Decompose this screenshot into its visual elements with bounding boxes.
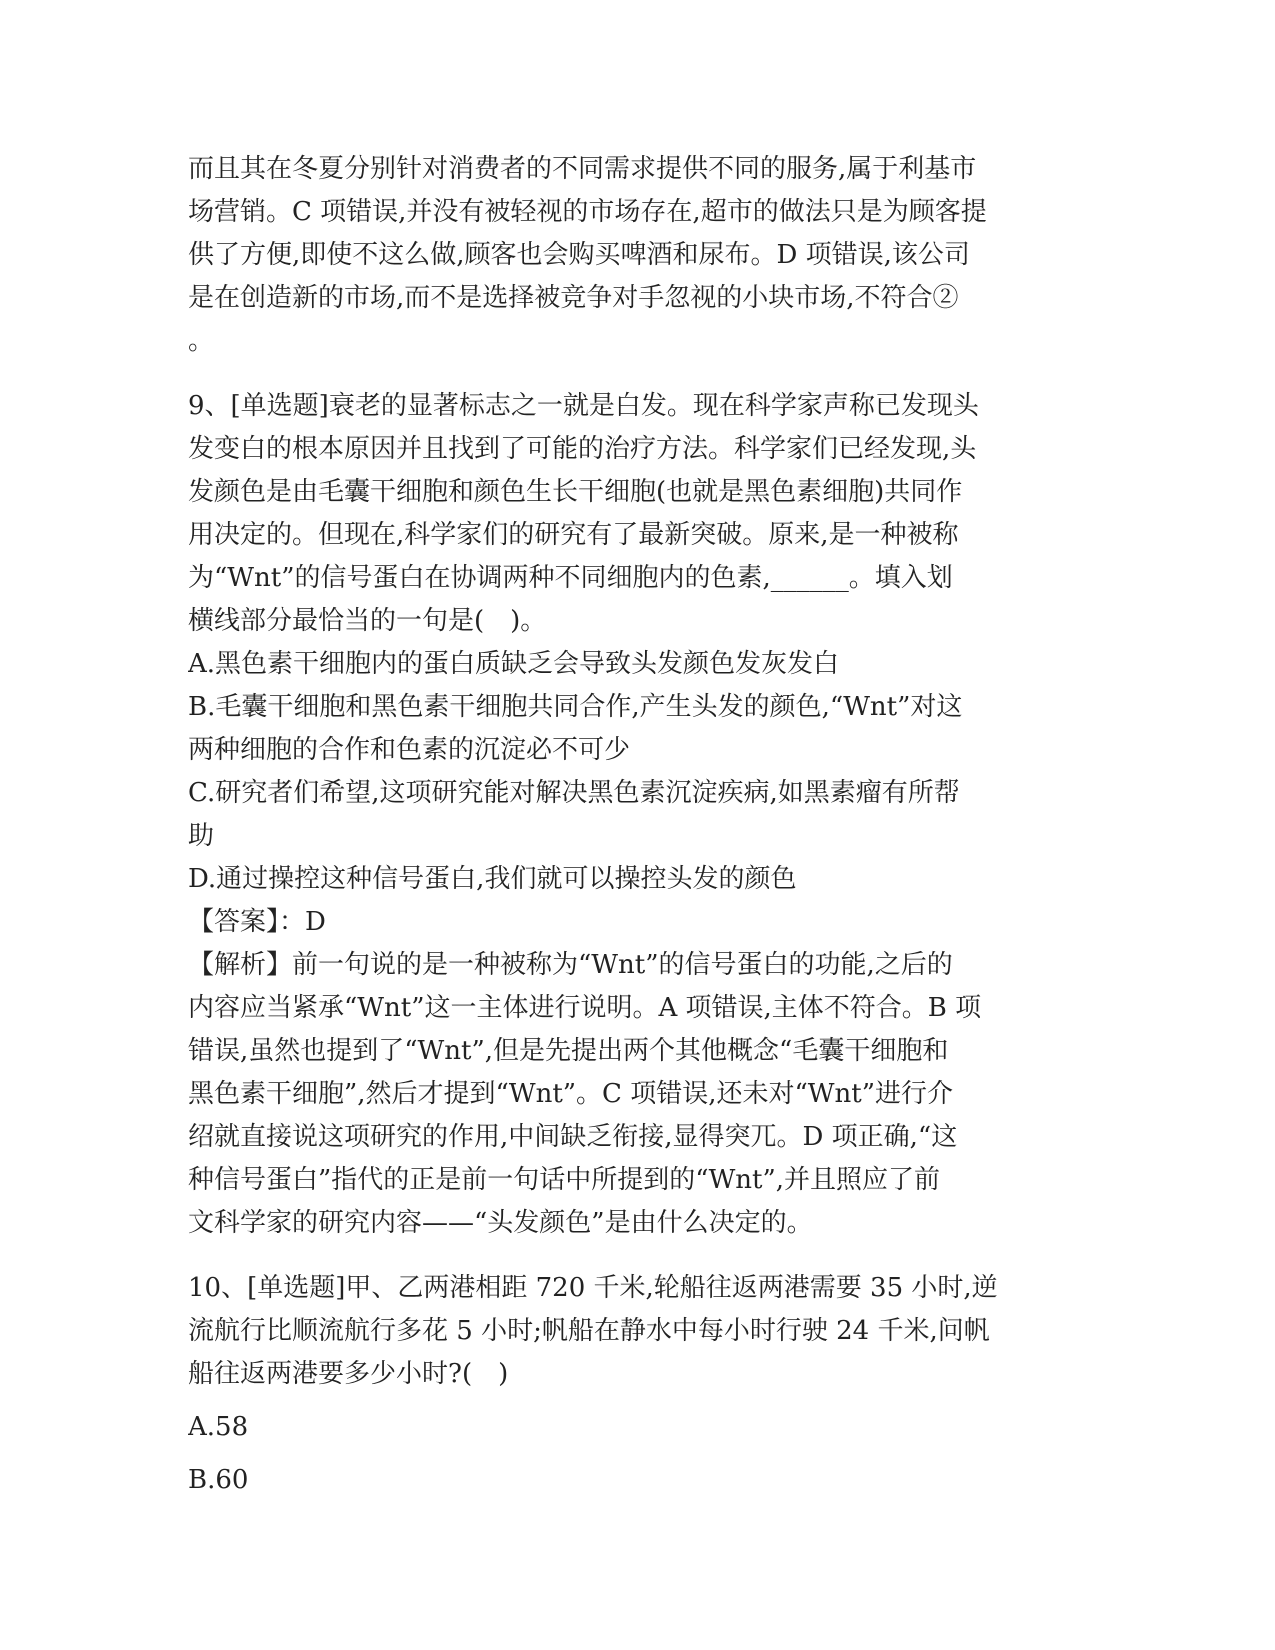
text-line: 10、[单选题]甲、乙两港相距 720 千米,轮船往返两港需要 35 小时,逆 xyxy=(188,1273,998,1303)
text-line: 文科学家的研究内容——“头发颜色”是由什么决定的。 xyxy=(188,1208,813,1238)
text-line: 流航行比顺流航行多花 5 小时;帆船在静水中每小时行驶 24 千米,问帆 xyxy=(188,1316,990,1346)
option-c-continued: 助 xyxy=(188,821,215,851)
text-line: 9、[单选题]衰老的显著标志之一就是白发。现在科学家声称已发现头 xyxy=(188,391,979,421)
question-10-options xyxy=(188,1406,1088,1502)
text-line: 内容应当紧承“Wnt”这一主体进行说明。A 项错误,主体不符合。B 项 xyxy=(188,993,982,1023)
text-line: 是在创造新的市场,而不是选择被竞争对手忽视的小块市场,不符合② xyxy=(188,283,959,313)
text-line: 黑色素干细胞”,然后才提到“Wnt”。C 项错误,还未对“Wnt”进行介 xyxy=(188,1079,953,1109)
question-9 xyxy=(188,385,1088,1245)
text-line: 。 xyxy=(188,326,215,356)
question-9-stem xyxy=(188,385,1088,643)
question-10 xyxy=(188,1267,1088,1502)
text-line: 错误,虽然也提到了“Wnt”,但是先提出两个其他概念“毛囊干细胞和 xyxy=(188,1036,949,1066)
text-line: 横线部分最恰当的一句是( )。 xyxy=(188,606,547,636)
question-9-analysis xyxy=(188,944,1088,1245)
text-line: 发变白的根本原因并且找到了可能的治疗方法。科学家们已经发现,头 xyxy=(188,434,977,464)
previous-analysis-continuation xyxy=(188,148,1088,363)
option-d: D.通过操控这种信号蛋白,我们就可以操控头发的颜色 xyxy=(188,864,797,894)
option-a: A.黑色素干细胞内的蛋白质缺乏会导致头发颜色发灰发白 xyxy=(188,649,840,679)
text-line: 种信号蛋白”指代的正是前一句话中所提到的“Wnt”,并且照应了前 xyxy=(188,1165,941,1195)
question-9-options xyxy=(188,643,1088,901)
text-line: 供了方便,即使不这么做,顾客也会购买啤酒和尿布。D 项错误,该公司 xyxy=(188,240,970,270)
question-10-stem xyxy=(188,1267,1088,1396)
text-line: 绍就直接说这项研究的作用,中间缺乏衔接,显得突兀。D 项正确,“这 xyxy=(188,1122,958,1152)
option-b-continued: 两种细胞的合作和色素的沉淀必不可少 xyxy=(188,735,631,765)
text-line: 发颜色是由毛囊干细胞和颜色生长干细胞(也就是黑色素细胞)共同作 xyxy=(188,477,963,507)
question-9-answer: 【答案】：D xyxy=(188,907,326,937)
document-content xyxy=(188,148,1088,1502)
option-b: B.60 xyxy=(188,1465,249,1495)
option-b: B.毛囊干细胞和黑色素干细胞共同合作,产生头发的颜色,“Wnt”对这 xyxy=(188,692,963,722)
text-line: 船往返两港要多少小时?( ) xyxy=(188,1359,509,1389)
option-a: A.58 xyxy=(188,1412,249,1442)
option-c: C.研究者们希望,这项研究能对解决黑色素沉淀疾病,如黑素瘤有所帮 xyxy=(188,778,960,808)
text-line: 为“Wnt”的信号蛋白在协调两种不同细胞内的色素,______。填入划 xyxy=(188,563,953,593)
text-line: 而且其在冬夏分别针对消费者的不同需求提供不同的服务,属于利基市 xyxy=(188,154,977,184)
text-line: 用决定的。但现在,科学家们的研究有了最新突破。原来,是一种被称 xyxy=(188,520,959,550)
text-line: 【解析】前一句说的是一种被称为“Wnt”的信号蛋白的功能,之后的 xyxy=(188,950,953,980)
text-line: 场营销。C 项错误,并没有被轻视的市场存在,超市的做法只是为顾客提 xyxy=(188,197,987,227)
